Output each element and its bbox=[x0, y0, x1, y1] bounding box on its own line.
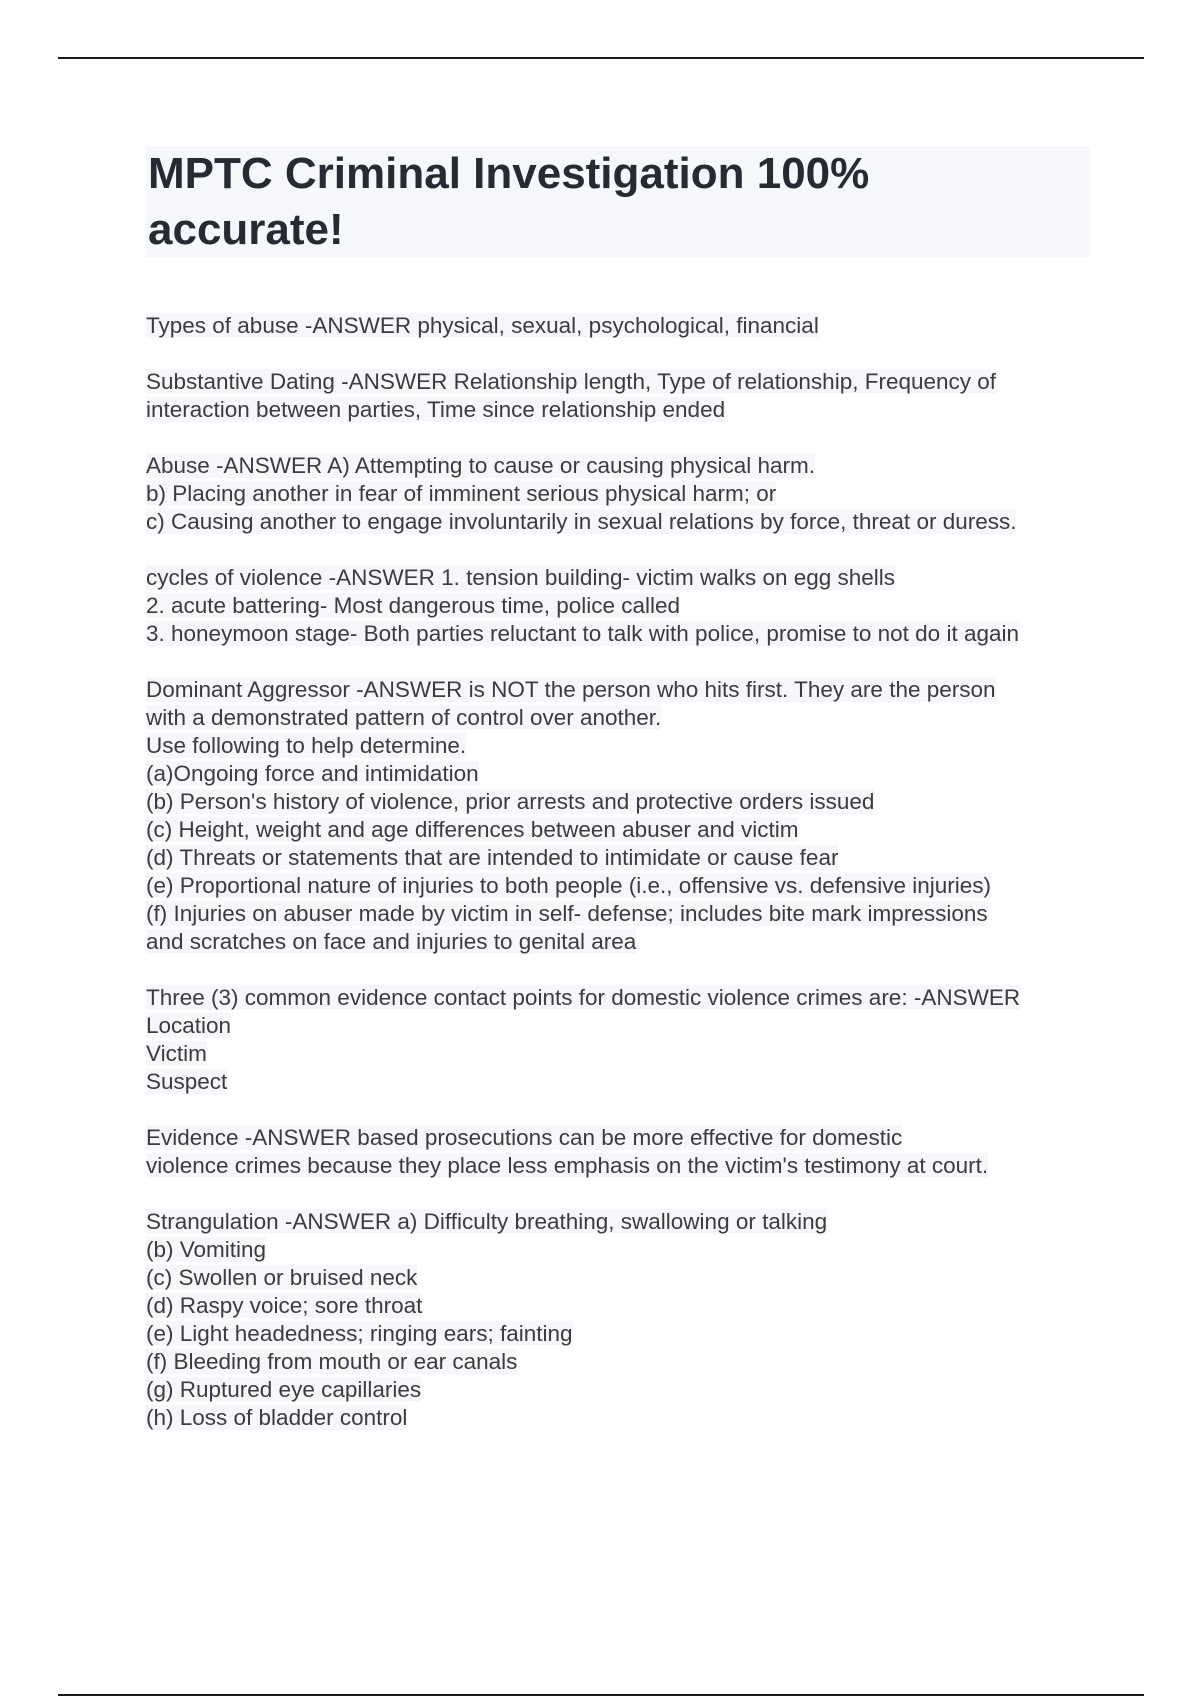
qa-line-text: violence crimes because they place less emphasis on the victim's testimony at court. bbox=[146, 1153, 989, 1178]
qa-line bbox=[146, 1236, 1090, 1264]
qa-line-text: (d) Raspy voice; sore throat bbox=[146, 1293, 423, 1318]
qa-line-text: with a demonstrated pattern of control over another. bbox=[146, 705, 662, 730]
qa-line bbox=[146, 1040, 1090, 1068]
qa-line bbox=[146, 1376, 1090, 1404]
qa-line-text: 3. honeymoon stage- Both parties reluctant to talk with police, promise to not do it again bbox=[146, 621, 1019, 646]
qa-line bbox=[146, 900, 1090, 928]
qa-entry bbox=[146, 452, 1090, 536]
bottom-rule bbox=[58, 1694, 1144, 1696]
qa-line bbox=[146, 1068, 1090, 1096]
qa-line-text: Dominant Aggressor -ANSWER is NOT the person who hits first. They are the person bbox=[146, 677, 996, 702]
qa-entry bbox=[146, 676, 1090, 956]
qa-line-text: Use following to help determine. bbox=[146, 733, 467, 758]
qa-line bbox=[146, 592, 1090, 620]
qa-line-text: 2. acute battering- Most dangerous time, police called bbox=[146, 593, 681, 618]
page-title bbox=[146, 146, 1090, 257]
document-body bbox=[146, 146, 1090, 1460]
page-title-line-2: accurate! bbox=[148, 205, 344, 254]
page-title-line-1: MPTC Criminal Investigation 100% bbox=[148, 149, 870, 198]
qa-line bbox=[146, 676, 1090, 704]
qa-line bbox=[146, 844, 1090, 872]
qa-line bbox=[146, 872, 1090, 900]
qa-line-text: interaction between parties, Time since relationship ended bbox=[146, 397, 726, 422]
qa-line-text: (b) Person's history of violence, prior arrests and protective orders issued bbox=[146, 789, 875, 814]
qa-line-text: Victim bbox=[146, 1041, 207, 1066]
qa-line bbox=[146, 760, 1090, 788]
qa-line-text: (d) Threats or statements that are intended to intimidate or cause fear bbox=[146, 845, 839, 870]
qa-line-text: (f) Injuries on abuser made by victim in self- defense; includes bite mark impressions bbox=[146, 901, 988, 926]
qa-line bbox=[146, 1320, 1090, 1348]
qa-line-text: Strangulation -ANSWER a) Difficulty breathing, swallowing or talking bbox=[146, 1209, 828, 1234]
qa-line bbox=[146, 788, 1090, 816]
qa-line bbox=[146, 312, 1090, 340]
qa-line bbox=[146, 480, 1090, 508]
qa-entry bbox=[146, 984, 1090, 1096]
qa-line-text: Three (3) common evidence contact points for domestic violence crimes are: -ANSWER bbox=[146, 985, 1021, 1010]
qa-line bbox=[146, 732, 1090, 760]
qa-line bbox=[146, 620, 1090, 648]
qa-line-text: (e) Proportional nature of injuries to both people (i.e., offensive vs. defensive injuries) bbox=[146, 873, 992, 898]
qa-line-text: (g) Ruptured eye capillaries bbox=[146, 1377, 422, 1402]
qa-line-text: (b) Vomiting bbox=[146, 1237, 267, 1262]
qa-line bbox=[146, 508, 1090, 536]
qa-line bbox=[146, 564, 1090, 592]
qa-line-text: (c) Height, weight and age differences between abuser and victim bbox=[146, 817, 799, 842]
qa-line bbox=[146, 984, 1090, 1012]
qa-line bbox=[146, 368, 1090, 396]
qa-line bbox=[146, 1348, 1090, 1376]
qa-line bbox=[146, 396, 1090, 424]
qa-line-text: cycles of violence -ANSWER 1. tension building- victim walks on egg shells bbox=[146, 565, 896, 590]
qa-line bbox=[146, 1012, 1090, 1040]
qa-line bbox=[146, 816, 1090, 844]
qa-line-text: (c) Swollen or bruised neck bbox=[146, 1265, 418, 1290]
qa-line-text: (a)Ongoing force and intimidation bbox=[146, 761, 479, 786]
qa-line-text: (e) Light headedness; ringing ears; fainting bbox=[146, 1321, 573, 1346]
top-rule bbox=[58, 57, 1144, 59]
qa-line-text: (h) Loss of bladder control bbox=[146, 1405, 408, 1430]
qa-line-text: Abuse -ANSWER A) Attempting to cause or causing physical harm. bbox=[146, 453, 816, 478]
qa-line bbox=[146, 1404, 1090, 1432]
qa-list bbox=[146, 312, 1090, 1432]
qa-line bbox=[146, 704, 1090, 732]
qa-line-text: and scratches on face and injuries to genital area bbox=[146, 929, 637, 954]
qa-line bbox=[146, 928, 1090, 956]
qa-line-text: (f) Bleeding from mouth or ear canals bbox=[146, 1349, 518, 1374]
qa-line-text: c) Causing another to engage involuntarily in sexual relations by force, threat or duress. bbox=[146, 509, 1017, 534]
qa-line bbox=[146, 452, 1090, 480]
qa-line-text: Suspect bbox=[146, 1069, 228, 1094]
qa-entry bbox=[146, 368, 1090, 424]
qa-line bbox=[146, 1152, 1090, 1180]
qa-line-text: Evidence -ANSWER based prosecutions can be more effective for domestic bbox=[146, 1125, 903, 1150]
qa-line-text: b) Placing another in fear of imminent serious physical harm; or bbox=[146, 481, 777, 506]
qa-entry bbox=[146, 312, 1090, 340]
qa-line bbox=[146, 1208, 1090, 1236]
qa-entry bbox=[146, 564, 1090, 648]
qa-line bbox=[146, 1292, 1090, 1320]
qa-line bbox=[146, 1264, 1090, 1292]
qa-line-text: Location bbox=[146, 1013, 232, 1038]
qa-line bbox=[146, 1124, 1090, 1152]
qa-line-text: Types of abuse -ANSWER physical, sexual, psychological, financial bbox=[146, 313, 819, 338]
qa-line-text: Substantive Dating -ANSWER Relationship length, Type of relationship, Frequency of bbox=[146, 369, 997, 394]
qa-entry bbox=[146, 1208, 1090, 1432]
qa-entry bbox=[146, 1124, 1090, 1180]
